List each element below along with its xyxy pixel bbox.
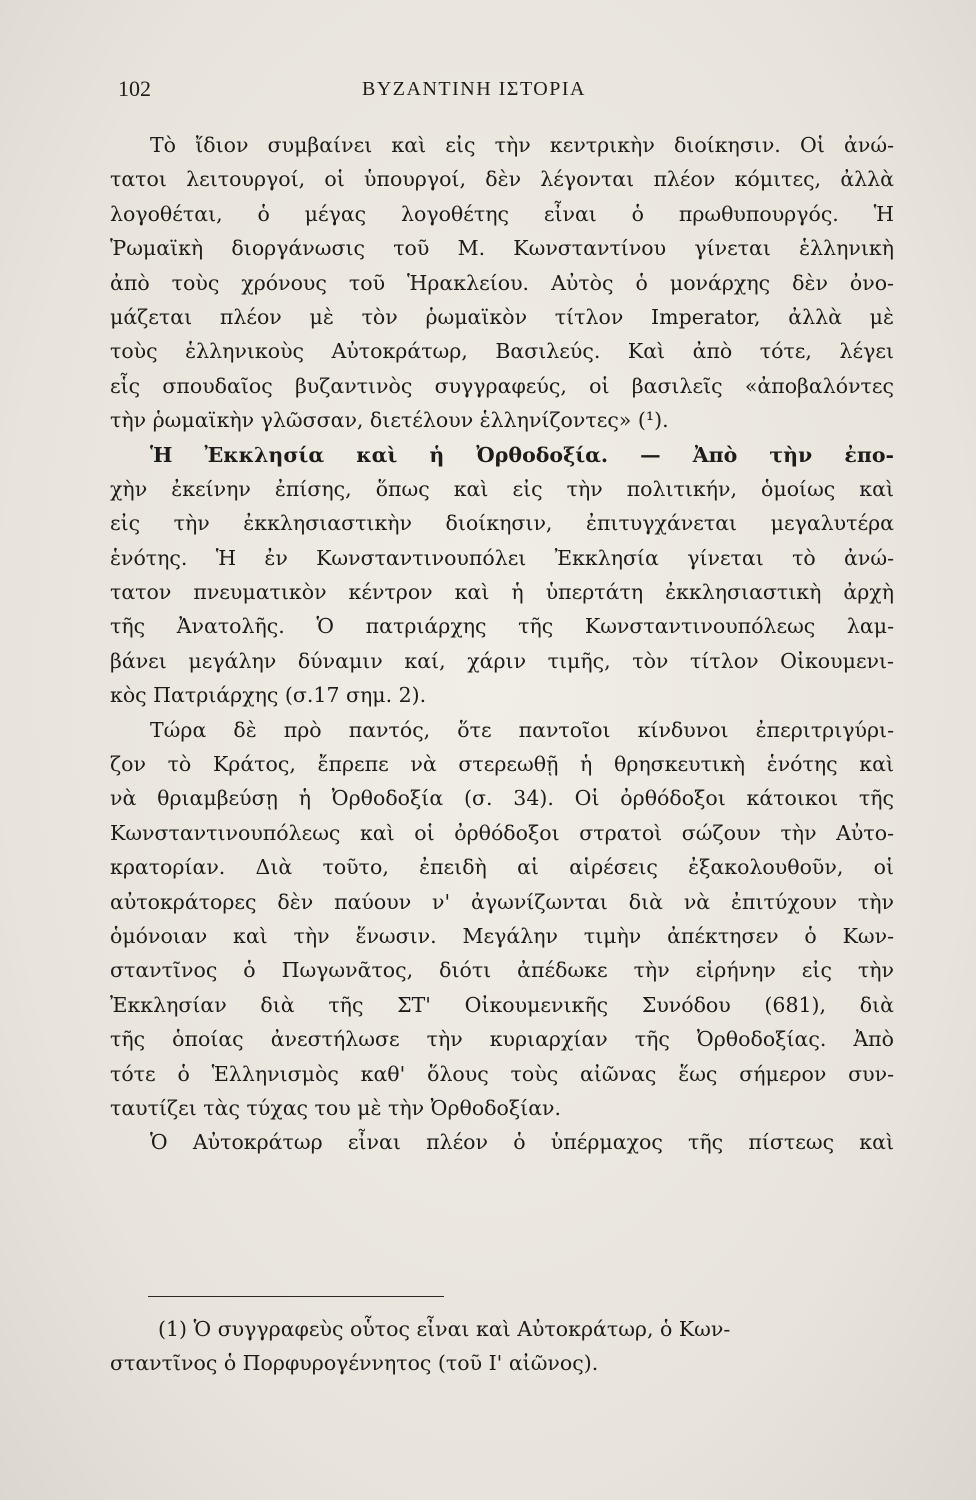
text-line: ἑνότης. Ἡ ἐν Κωνσταντινουπόλει Ἐκκλησία γίνεται τὸ ἀνώ-	[110, 545, 894, 570]
page-number: 102	[118, 76, 151, 101]
text-line: ὁμόνοιαν καὶ τὴν ἕνωσιν. Μεγάλην τιμὴν ἀπέκτησεν ὁ Κων-	[110, 923, 894, 948]
text-line: χὴν ἐκείνην ἐπίσης, ὅπως καὶ εἰς τὴν πολιτικήν, ὁμοίως καὶ	[110, 476, 894, 501]
text-line: Κωνσταντινουπόλεως καὶ οἱ ὀρθόδοξοι στρατοὶ σώζουν τὴν Αὐτο-	[110, 820, 894, 845]
text-line: τατοι λειτουργοί, οἱ ὑπουργοί, δὲν λέγονται πλέον κόμιτες, ἀλλὰ	[110, 167, 894, 192]
text-line: νὰ θριαμβεύσῃ ἡ Ὀρθοδοξία (σ. 34). Οἱ ὀρθόδοξοι κάτοικοι τῆς	[110, 786, 894, 811]
text-line: αὐτοκράτορες δὲν παύουν ν' ἀγωνίζωνται διὰ νὰ ἐπιτύχουν τὴν	[110, 889, 894, 914]
text-line: Τὸ ἴδιον συμβαίνει καὶ εἰς τὴν κεντρικὴν διοίκησιν. Οἱ ἀνώ-	[150, 133, 894, 157]
text-line: Ἐκκλησίαν διὰ τῆς ΣΤ' Οἰκουμενικῆς Συνόδου (681), διὰ	[110, 992, 894, 1017]
text-line: εἰς τὴν ἐκκλησιαστικὴν διοίκησιν, ἐπιτυγχάνεται μεγαλυτέρα	[110, 511, 894, 536]
text-line: τότε ὁ Ἑλληνισμὸς καθ' ὅλους τοὺς αἰῶνας ἕως σήμερον συν-	[110, 1061, 894, 1086]
text-line: λογοθέται, ὁ μέγας λογοθέτης εἶναι ὁ πρωθυπουργός. Ἡ	[110, 201, 894, 226]
text-line: τῆς Ἀνατολῆς. Ὁ πατριάρχης τῆς Κωνσταντινουπόλεως λαμ-	[110, 614, 894, 639]
text-line: τοὺς ἑλληνικοὺς Αὐτοκράτωρ, Βασιλεύς. Καὶ ἀπὸ τότε, λέγει	[110, 339, 894, 364]
text-line: Τώρα δὲ πρὸ παντός, ὅτε παντοῖοι κίνδυνοι ἐπεριτριγύρι-	[150, 717, 894, 742]
footnote-line: σταντῖνος ὁ Πορφυρογέννητος (τοῦ Ι' αἰῶνος).	[110, 1351, 599, 1375]
text-line: Ῥωμαϊκὴ διοργάνωσις τοῦ Μ. Κωνσταντίνου γίνεται ἑλληνικὴ	[110, 236, 894, 261]
running-head	[112, 72, 900, 112]
section-heading-line: Ἡ Ἐκκλησία καὶ ἡ Ὀρθοδοξία. — Ἀπὸ τὴν ἐπο-	[150, 442, 894, 467]
text-line: κὸς Πατριάρχης (σ.17 σημ. 2).	[110, 683, 427, 708]
running-title: ΒΥΖΑΝΤΙΝΗ ΙΣΤΟΡΙΑ	[362, 78, 586, 100]
text-line: ταυτίζει τὰς τύχας του μὲ τὴν Ὀρθοδοξίαν.	[110, 1095, 562, 1120]
footnotes	[110, 1312, 894, 1380]
text-line: ζον τὸ Κράτος, ἔπρεπε νὰ στερεωθῇ ἡ θρησκευτικὴ ἑνότης καὶ	[110, 752, 894, 777]
body-text	[110, 128, 894, 1160]
footnote-divider	[148, 1296, 444, 1297]
footnote-line: (1) Ὁ συγγραφεὺς οὗτος εἶναι καὶ Αὐτοκράτωρ, ὁ Κων-	[158, 1317, 731, 1341]
text-line: βάνει μεγάλην δύναμιν καί, χάριν τιμῆς, τὸν τίτλον Οἰκουμενι-	[110, 648, 894, 673]
text-line: ἀπὸ τοὺς χρόνους τοῦ Ἡρακλείου. Αὐτὸς ὁ μονάρχης δὲν ὀνο-	[110, 270, 894, 295]
text-line: τῆς ὁποίας ἀνεστήλωσε τὴν κυριαρχίαν τῆς Ὀρθοδοξίας. Ἀπὸ	[110, 1027, 894, 1052]
text-line: τατον πνευματικὸν κέντρον καὶ ἡ ὑπερτάτη ἐκκλησιαστικὴ ἀρχὴ	[110, 580, 894, 605]
text-line: εἷς σπουδαῖος βυζαντινὸς συγγραφεύς, οἱ βασιλεῖς «ἀποβαλόντες	[110, 373, 894, 398]
text-line: Ὁ Αὐτοκράτωρ εἶναι πλέον ὁ ὑπέρμαχος τῆς πίστεως καὶ	[150, 1130, 894, 1155]
text-line: τὴν ῥωμαϊκὴν γλῶσσαν, διετέλουν ἑλληνίζοντες» (¹).	[110, 408, 669, 433]
text-line: μάζεται πλέον μὲ τὸν ῥωμαϊκὸν τίτλον Imperator, ἀλλὰ μὲ	[110, 304, 894, 329]
text-line: κρατορίαν. Διὰ τοῦτο, ἐπειδὴ αἱ αἱρέσεις ἐξακολουθοῦν, οἱ	[110, 855, 894, 880]
text-line: σταντῖνος ὁ Πωγωνᾶτος, διότι ἀπέδωκε τὴν εἰρήνην εἰς τὴν	[110, 958, 894, 983]
